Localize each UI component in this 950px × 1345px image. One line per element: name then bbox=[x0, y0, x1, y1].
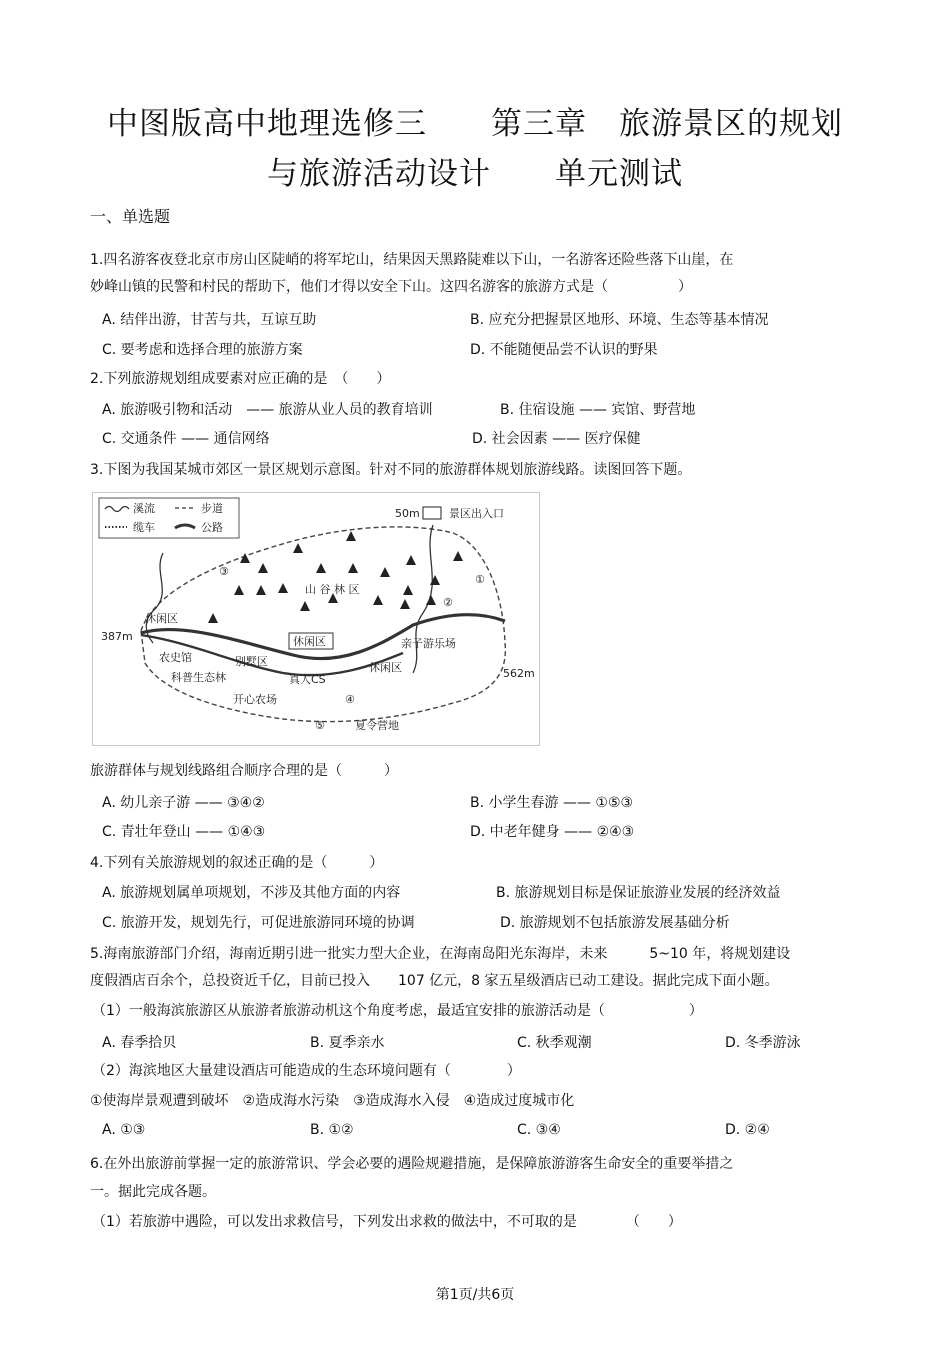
legend-stream: 溪流 bbox=[133, 502, 155, 515]
legend-cable: 缆车 bbox=[133, 521, 155, 534]
q2-option-c: C. 交通条件 —— 通信网络 bbox=[102, 431, 270, 447]
gate-icon bbox=[423, 507, 441, 519]
route-1-marker: ① bbox=[475, 573, 485, 586]
q4-option-b: B. 旅游规划目标是保证旅游业发展的经济效益 bbox=[496, 885, 781, 901]
q1-option-a: A. 结伴出游，甘苦与共，互谅互助 bbox=[102, 312, 317, 328]
q2-option-b: B. 住宿设施 —— 宾馆、野营地 bbox=[500, 402, 696, 418]
q3-sub-question: 旅游群体与规划线路组合顺序合理的是（ ） bbox=[90, 763, 398, 779]
q2-option-a: A. 旅游吸引物和活动 —— 旅游从业人员的教育培训 bbox=[102, 402, 433, 418]
legend-road-icon bbox=[175, 525, 195, 528]
scenic-boundary bbox=[141, 527, 505, 722]
q5-sub1-option-a: A. 春季拾贝 bbox=[102, 1035, 177, 1051]
q4-option-a: A. 旅游规划属单项规划，不涉及其他方面的内容 bbox=[102, 885, 401, 901]
q5-sub1-option-d: D. 冬季游泳 bbox=[725, 1035, 801, 1051]
q5-sub1-option-c: C. 秋季观潮 bbox=[517, 1035, 592, 1051]
q6-stem-line1: 6.在外出旅游前掌握一定的旅游常识、学会必要的遇险规避措施，是保障旅游游客生命安全的重要举措之 bbox=[90, 1156, 734, 1172]
route-5-marker: ⑤ bbox=[315, 719, 325, 732]
q4-option-d: D. 旅游规划不包括旅游发展基础分析 bbox=[500, 915, 730, 931]
water-park: 亲子游乐场 bbox=[401, 637, 456, 650]
route-2-marker: ② bbox=[443, 596, 453, 609]
villa-area: 别墅区 bbox=[235, 655, 268, 668]
q5-sub2-option-b: B. ①② bbox=[310, 1122, 354, 1138]
q5-sub2-option-a: A. ①③ bbox=[102, 1122, 146, 1138]
q3-option-c: C. 青壮年登山 —— ①④③ bbox=[102, 824, 266, 840]
elevation-top: 50m bbox=[395, 507, 420, 520]
rest-area-2: 休闲区 bbox=[369, 661, 402, 674]
q5-sub2: （2）海滨地区大量建设酒店可能造成的生态环境问题有（ ） bbox=[92, 1063, 521, 1079]
q6-sub1: （1）若旅游中遇险，可以发出求救信号，下列发出求救的做法中，不可取的是 （ ） bbox=[92, 1214, 682, 1230]
q5-sub2-option-d: D. ②④ bbox=[725, 1122, 770, 1138]
q5-stem-line2: 度假酒店百余个，总投资近千亿，目前已投入 107 亿元，8 家五星级酒店已动工建设。据此完成下面小题。 bbox=[90, 973, 779, 989]
forest-label: 山 谷 林 区 bbox=[305, 583, 360, 596]
page-title-line1: 中图版高中地理选修三 第三章 旅游景区的规划 bbox=[107, 106, 843, 142]
summer-camp: 夏令营地 bbox=[355, 719, 399, 732]
route-4-marker: ④ bbox=[345, 693, 355, 706]
farm-history: 农史馆 bbox=[159, 651, 192, 664]
q3-option-d: D. 中老年健身 —— ②④③ bbox=[470, 824, 635, 840]
elevation-right: 562m bbox=[503, 667, 535, 680]
q3-stem: 3.下图为我国某城市郊区一景区规划示意图。针对不同的旅游群体规划旅游线路。读图回答下题。 bbox=[90, 462, 692, 478]
elevation-left: 387m bbox=[101, 630, 133, 643]
q1-stem-line1: 1.四名游客夜登北京市房山区陡峭的将军坨山，结果因天黑路陡难以下山，一名游客还险些落下山崖，在 bbox=[90, 252, 734, 268]
q4-option-c: C. 旅游开发，规划先行，可促进旅游同环境的协调 bbox=[102, 915, 415, 931]
page-title-line2: 与旅游活动设计 单元测试 bbox=[267, 156, 683, 192]
section-heading: 一、单选题 bbox=[90, 207, 171, 226]
q3-option-b: B. 小学生春游 —— ①⑤③ bbox=[470, 795, 634, 811]
cs-area: 真人CS bbox=[289, 673, 326, 686]
q5-sub1: （1）一般海滨旅游区从旅游者旅游动机这个角度考虑，最适宜安排的旅游活动是（ ） bbox=[92, 1003, 703, 1019]
legend-path: 步道 bbox=[201, 502, 223, 515]
q5-sub2-items: ①使海岸景观遭到破坏 ②造成海水污染 ③造成海水入侵 ④造成过度城市化 bbox=[90, 1093, 575, 1109]
leisure-area: 休闲区 bbox=[293, 635, 326, 648]
legend-road: 公路 bbox=[201, 521, 223, 534]
legend-stream-icon bbox=[105, 507, 129, 512]
q1-option-b: B. 应充分把握景区地形、环境、生态等基本情况 bbox=[470, 312, 769, 328]
scenic-area-map bbox=[92, 492, 540, 746]
rest-area-1: 休闲区 bbox=[145, 612, 178, 625]
q3-option-a: A. 幼儿亲子游 —— ③④② bbox=[102, 795, 265, 811]
eco-forest: 科普生态林 bbox=[171, 671, 226, 684]
q1-option-d: D. 不能随便品尝不认识的野果 bbox=[470, 342, 658, 358]
route-3-marker: ③ bbox=[219, 565, 229, 578]
q1-stem-line2: 妙峰山镇的民警和村民的帮助下，他们才得以安全下山。这四名游客的旅游方式是（ ） bbox=[90, 279, 692, 295]
q2-stem: 2.下列旅游规划组成要素对应正确的是 （ ） bbox=[90, 371, 391, 387]
q1-option-c: C. 要考虑和选择合理的旅游方案 bbox=[102, 342, 303, 358]
happy-farm: 开心农场 bbox=[233, 693, 277, 706]
entrance-label: 景区出入口 bbox=[449, 507, 504, 520]
q4-stem: 4.下列有关旅游规划的叙述正确的是（ ） bbox=[90, 855, 384, 871]
page-number: 第1页/共6页 bbox=[435, 1287, 515, 1303]
q5-sub1-option-b: B. 夏季亲水 bbox=[310, 1035, 385, 1051]
q5-sub2-option-c: C. ③④ bbox=[517, 1122, 561, 1138]
q2-option-d: D. 社会因素 —— 医疗保健 bbox=[472, 431, 641, 447]
q6-stem-line2: 一。据此完成各题。 bbox=[90, 1184, 216, 1200]
q5-stem-line1: 5.海南旅游部门介绍，海南近期引进一批实力型大企业，在海南岛阳光东海岸，未来 5~10 年，将规划建设 bbox=[90, 946, 791, 962]
